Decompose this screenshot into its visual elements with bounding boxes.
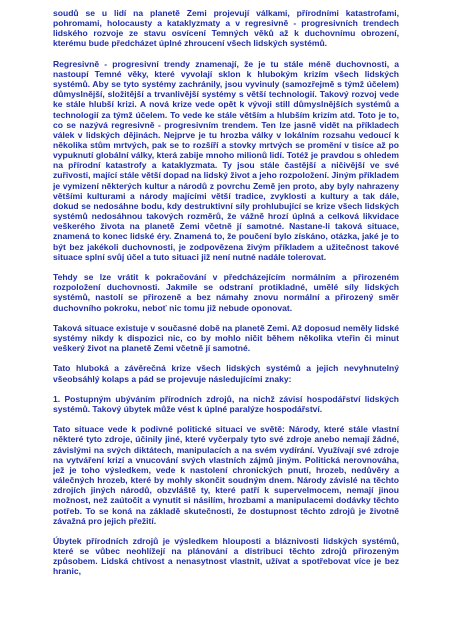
paragraph-1: soudů se u lidí na planetě Zemi projevují válkami, přírodními katastrofami, pohromami, holocausty a kataklyzmaty a v regresivně - progresivních trendech lidského rozvoje ze stavu osvícení Temných věků až k duchovnímu obrození, kterému bude předcházet úplné zhroucení všech lidských systémů. xyxy=(53,8,399,49)
paragraph-3: Tehdy se lze vrátit k pokračování v předcházejícím normálním a přirozeném rozpoložení duchovnosti. Jakmile se odstraní protikladné, umělé síly lidských systémů, nastolí se přirozeně a bez námahy znovu normální a přirozený směr duchovního pokroku, neboť nic tomu již nebude oponovat. xyxy=(53,272,399,313)
paragraph-5: Tato hluboká a závěrečná krize všech lidských systémů a jejich nevyhnutelný všeobsáhlý kolaps a pád se projevuje následujícími znaky: xyxy=(53,363,399,384)
document-body xyxy=(53,8,399,577)
paragraph-2: Regresivně - progresivní trendy znamenají, že je tu stále méně duchovnosti, a nastoupí Temné věky, které vyvolají sklon k hlubokým krizím všech lidských systémů. Aby se tyto systémy zachránily, jsou vyvinuly (samozřejmě s týmž účelem) důmyslnější, složitější a trvanlivější systémy s větší technologií. Takový rozvoj vede ke stále hlubší krizi. A nová krize vede opět k vývoji still důmyslnějších systémů a technologií za týmž účelem. To vede ke stále větším a hlubším krizím atd. Toto je to, co se nazývá regresivně - progresivním trendem. Ten lze jasně vidět na příkladech válek v lidských dějinách. Nejprve je tu hrozba války v lokálním rozsahu vedoucí k několika stům mrtvých, pak se to rozšíří a stovky mrtvých se promění v tisíce až po vypuknutí globální války, která zabije mnoho milionů lidí. Totéž je pravdou s ohledem na přírodní katastrofy a kataklyzmata. Ty jsou stále častější a ničivější ve své zuřivosti, mající stále větší dopad na lidský život a jeho rozpoložení. Jiným příkladem je vymizení některých kultur a národů z povrchu Země jen proto, aby byly nahrazeny většími kulturami a národy majícími větší tradice, zvyklosti a kultury a tak dále, dokud se nedosáhne bodu, kdy destruktivní síly prohlubující se krize všech lidských systémů nedosáhnou takových rozměrů, že vážně hrozí úplná a celková likvidace veškerého života na planetě Zemi včetně jí samotné. Nastane-li taková situace, znamená to konec lidské éry. Znamená to, že poučení bylo získáno, otázka, jaké je to být bez jakékoli duchovnosti, je zodpovězena živým příkladem a užitečnost takové situace splní svůj účel a tuto situaci již není nutné nadále tolerovat. xyxy=(53,58,399,262)
paragraph-8: Úbytek přírodních zdrojů je výsledkem hlouposti a bláznivosti lidských systémů, které se vůbec neohlížejí na plánování a distribuci těchto zdrojů přirozeným způsobem. Lidská chtivost a nenasytnost vlastnit, užívat a spotřebovat více je bez hranic, xyxy=(53,536,399,577)
paragraph-4: Taková situace existuje v současné době na planetě Zemi. Až doposud neměly lidské systémy nikdy k dispozici nic, co by mohlo ničit během několika vteřin či minut veškerý život na planetě Zemi včetně jí samotné. xyxy=(53,322,399,354)
paragraph-7: Tato situace vede k podivné politické situaci ve světě: Národy, které stále vlastní některé tyto zdroje, účinily jiné, které vyčerpaly tyto své zdroje anebo nemají žádné, závislými na svých diktátech, manipulacích a na svém vydírání. Využívají své zdroje na vytváření krizí a vnucování svých vlastních zájmů jiným. Politická nerovnováha, jež je toho výsledkem, vede k nastolení chronických pnutí, hrozeb, nedůvěry a válečných hrozeb, které by mohly skončit soudným dnem. Národy závislé na těchto zdrojích jiných národů, obzvláště ty, které patří k supervelmocem, nemají jinou možnost, než zaútočit a vynutit si násilím, hrozbami a manipulacemi dodávky těchto potřeb. To se koná na základě skutečnosti, že dostupnost těchto zdrojů je životně závažná pro jejich přežití. xyxy=(53,424,399,526)
paragraph-6: 1. Postupným ubýváním přírodních zdrojů, na nichž závisí hospodářství lidských systémů. Takový úbytek může vést k úplné paralýze hospodářství. xyxy=(53,393,399,415)
